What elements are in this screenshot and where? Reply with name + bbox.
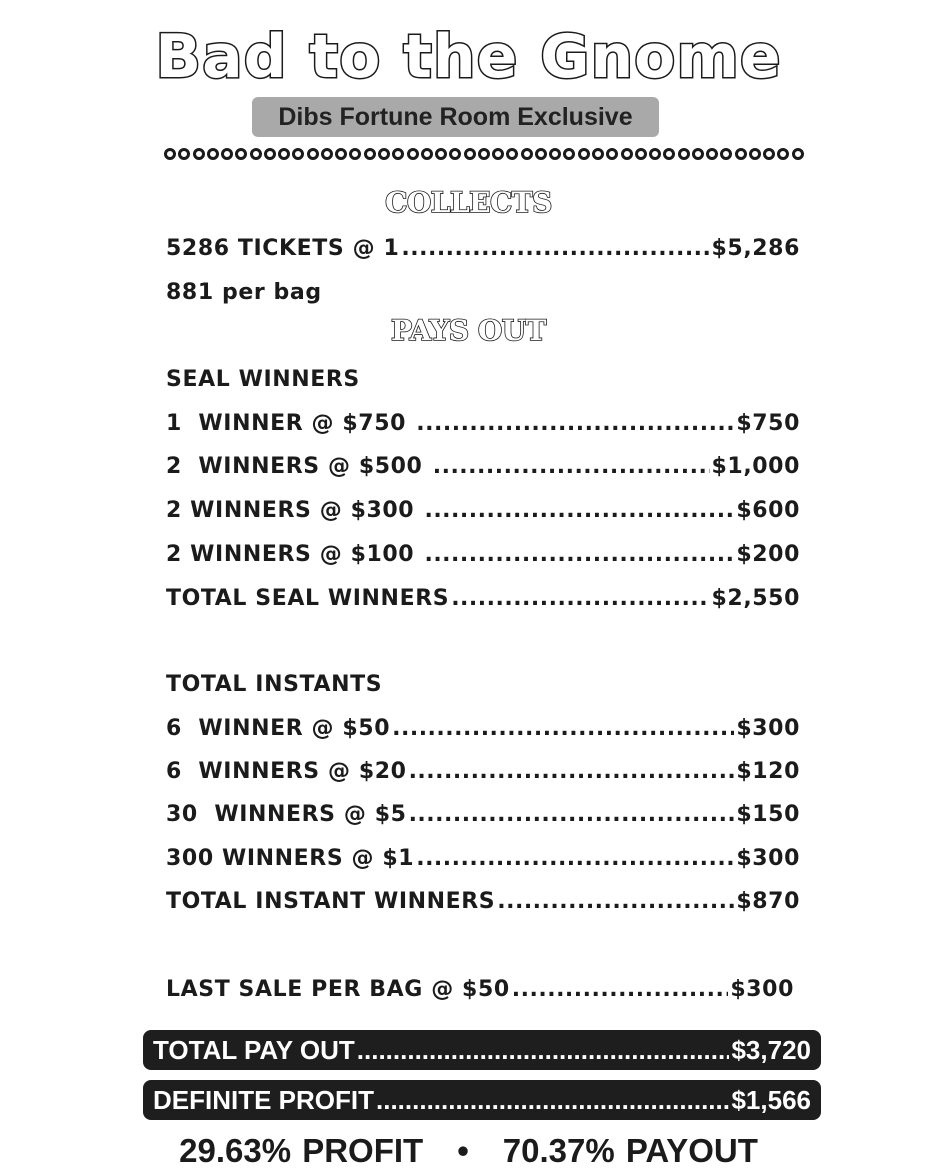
- ring-icon: [478, 148, 490, 160]
- ring-icon: [635, 148, 647, 160]
- ring-icon: [407, 148, 419, 160]
- profit-percent: 29.63% PROFIT: [179, 1132, 424, 1169]
- leader-dots: [401, 236, 709, 261]
- instant-row: [166, 716, 800, 741]
- seal-winners-heading: SEAL WINNERS: [166, 367, 360, 392]
- ring-icon: [649, 148, 661, 160]
- ring-icon: [307, 148, 319, 160]
- ring-icon: [521, 148, 533, 160]
- instant-total-label: TOTAL INSTANT WINNERS: [166, 889, 496, 914]
- ring-icon: [720, 148, 732, 160]
- definite-profit-bar: [143, 1080, 821, 1120]
- percent-footer: [0, 1132, 937, 1170]
- tickets-line: [166, 236, 800, 261]
- instant-row: [166, 759, 800, 784]
- seal-row-amount: $200: [736, 542, 800, 567]
- definite-profit-label: DEFINITE PROFIT: [153, 1084, 374, 1115]
- ring-icon: [193, 148, 205, 160]
- page-title: Bad to the Gnome: [155, 22, 782, 92]
- leader-dots: [416, 411, 734, 436]
- instant-row-amount: $150: [736, 802, 800, 827]
- instant-row-label: 6 WINNERS @ $20: [166, 759, 407, 784]
- tickets-label: 5286 TICKETS @ 1: [166, 236, 400, 261]
- ring-icon: [164, 148, 176, 160]
- ring-icon: [678, 148, 690, 160]
- ring-icon: [492, 148, 504, 160]
- leader-dots: [512, 977, 729, 1002]
- ring-icon: [207, 148, 219, 160]
- instant-total-amount: $870: [736, 889, 800, 914]
- last-sale-line: [166, 977, 794, 1002]
- subtitle-badge: Dibs Fortune Room Exclusive: [252, 97, 659, 137]
- seal-row-amount: $600: [736, 498, 800, 523]
- seal-total-label: TOTAL SEAL WINNERS: [166, 586, 450, 611]
- instant-row: [166, 802, 800, 827]
- ring-icon: [578, 148, 590, 160]
- leader-dots: [357, 1035, 730, 1066]
- ring-icon: [749, 148, 761, 160]
- per-bag-text: 881 per bag: [166, 280, 322, 305]
- leader-dots: [497, 889, 734, 914]
- total-payout-label: TOTAL PAY OUT: [153, 1034, 355, 1065]
- leader-dots: [416, 846, 734, 871]
- seal-row: [166, 454, 800, 479]
- instant-row-label: 30 WINNERS @ $5: [166, 802, 407, 827]
- ring-icon: [621, 148, 633, 160]
- seal-row: [166, 542, 800, 567]
- seal-total-amount: $2,550: [711, 586, 800, 611]
- pays-out-heading: PAYS OUT: [391, 314, 546, 347]
- instant-total-line: [166, 889, 800, 914]
- leader-dots: [409, 759, 735, 784]
- ring-icon: [421, 148, 433, 160]
- instant-row-label: 300 WINNERS @ $1: [166, 846, 415, 871]
- ring-icon: [392, 148, 404, 160]
- ring-icon: [364, 148, 376, 160]
- ring-icon: [264, 148, 276, 160]
- ring-icon: [349, 148, 361, 160]
- leader-dots: [451, 586, 709, 611]
- ring-icon: [792, 148, 804, 160]
- ring-icon: [506, 148, 518, 160]
- ring-icon: [549, 148, 561, 160]
- seal-row-amount: $1,000: [711, 454, 800, 479]
- ring-icon: [464, 148, 476, 160]
- instant-row-amount: $300: [736, 846, 800, 871]
- collects-heading: COLLECTS: [385, 186, 552, 219]
- ring-icon: [278, 148, 290, 160]
- ring-icon: [735, 148, 747, 160]
- ring-icon: [592, 148, 604, 160]
- seal-row-label: 2 WINNERS @ $500: [166, 454, 431, 479]
- seal-total-line: [166, 586, 800, 611]
- seal-row-label: 2 WINNERS @ $300: [166, 498, 423, 523]
- ring-icon: [535, 148, 547, 160]
- ring-icon: [763, 148, 775, 160]
- ring-divider: [164, 144, 804, 164]
- leader-dots: [392, 716, 734, 741]
- ring-icon: [178, 148, 190, 160]
- seal-row-amount: $750: [736, 411, 800, 436]
- tickets-amount: $5,286: [711, 236, 800, 261]
- ring-icon: [435, 148, 447, 160]
- instants-heading: TOTAL INSTANTS: [166, 672, 383, 697]
- instant-row-amount: $300: [736, 716, 800, 741]
- seal-row: [166, 411, 800, 436]
- ring-icon: [321, 148, 333, 160]
- leader-dots: [409, 802, 735, 827]
- ring-icon: [335, 148, 347, 160]
- seal-row-label: 2 WINNERS @ $100: [166, 542, 423, 567]
- instant-row: [166, 846, 800, 871]
- last-sale-amount: $300: [730, 977, 794, 1002]
- instant-row-amount: $120: [736, 759, 800, 784]
- ring-icon: [692, 148, 704, 160]
- payout-percent: 70.37% PAYOUT: [502, 1132, 758, 1169]
- ring-icon: [449, 148, 461, 160]
- leader-dots: [376, 1085, 729, 1116]
- total-payout-amount: $3,720: [731, 1034, 811, 1065]
- leader-dots: [424, 498, 734, 523]
- ring-icon: [563, 148, 575, 160]
- leader-dots: [424, 542, 734, 567]
- last-sale-label: LAST SALE PER BAG @ $50: [166, 977, 510, 1002]
- ring-icon: [235, 148, 247, 160]
- ring-icon: [777, 148, 789, 160]
- ring-icon: [221, 148, 233, 160]
- total-payout-bar: [143, 1030, 821, 1070]
- ring-icon: [606, 148, 618, 160]
- leader-dots: [433, 454, 710, 479]
- definite-profit-amount: $1,566: [731, 1084, 811, 1115]
- seal-row-label: 1 WINNER @ $750: [166, 411, 415, 436]
- ring-icon: [663, 148, 675, 160]
- seal-row: [166, 498, 800, 523]
- ring-icon: [378, 148, 390, 160]
- bullet-separator: •: [457, 1132, 469, 1169]
- ring-icon: [292, 148, 304, 160]
- instant-row-label: 6 WINNER @ $50: [166, 716, 391, 741]
- ring-icon: [706, 148, 718, 160]
- ring-icon: [250, 148, 262, 160]
